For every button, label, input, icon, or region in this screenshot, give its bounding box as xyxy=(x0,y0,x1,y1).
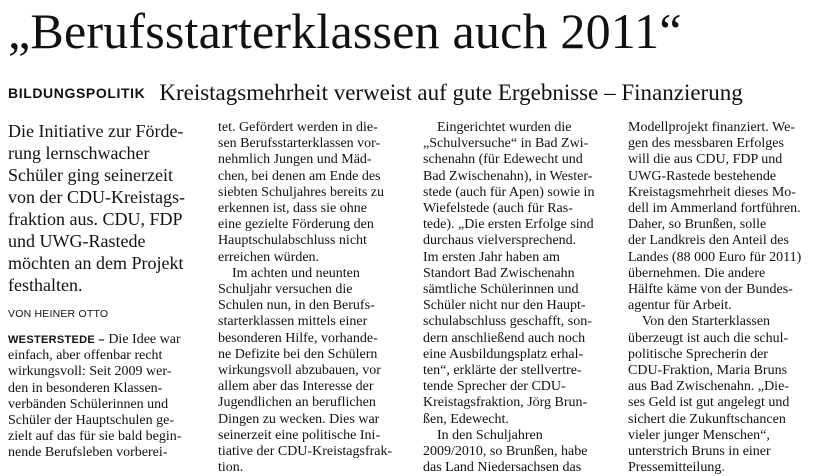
lead-line: rung lernschwacher xyxy=(8,143,150,163)
section-kicker: BILDUNGSPOLITIK xyxy=(8,85,146,101)
body-line: tion. xyxy=(218,460,244,476)
body-line: sichert die Zukunftschancen xyxy=(628,411,786,427)
body-line: stede (auch für Apen) sowie in xyxy=(423,184,595,200)
body-line: will die aus CDU, FDP und xyxy=(628,152,783,168)
lead-line: möchten an dem Projekt xyxy=(8,253,184,273)
body-line: übernehmen. Die andere xyxy=(628,265,766,281)
column-1 xyxy=(8,120,200,462)
headline: „Berufsstarterklassen auch 2011“ xyxy=(8,3,682,59)
body-line: Im ersten Jahr haben am xyxy=(423,249,560,265)
body-line: gen des messbaren Erfolges xyxy=(628,136,784,152)
body-line: siebten Schuljahres bereits zu xyxy=(218,184,385,200)
body-line: tiative der CDU-Kreistagsfrak- xyxy=(218,444,393,460)
body-line: politische Sprecherin der xyxy=(628,346,768,362)
body-line: Hauptschulabschluss nicht xyxy=(218,233,367,249)
body-line: seinerzeit eine politische Ini- xyxy=(218,427,381,443)
body-line: besonderen Hilfe, vorhande- xyxy=(218,330,378,346)
body-line: tede). „Die ersten Erfolge sind xyxy=(423,217,594,233)
body-line: erkennen ist, dass sie ohne xyxy=(218,201,367,217)
paragraph-start-line: Eingerichtet wurden die xyxy=(437,120,572,135)
column-4 xyxy=(628,120,825,476)
body-line: Schüler nicht nur den Haupt- xyxy=(423,298,586,314)
body-line: Daher, so Brunßen, solle xyxy=(628,217,767,233)
body-line: sämtliche Schülerinnen und xyxy=(423,282,579,298)
body-line: einfach, aber offenbar recht xyxy=(8,348,163,364)
body-line: der Landkreis den Anteil des xyxy=(628,233,789,249)
body-line: CDU-Fraktion, Maria Bruns xyxy=(628,363,788,379)
body-line: aus Bad Zwischenahn. „Die- xyxy=(628,379,789,395)
body-line: ßen, Edewecht. xyxy=(423,411,509,427)
body-line: vieler junger Menschen“, xyxy=(628,427,770,443)
body-line: nende Berufsleben vorberei- xyxy=(8,445,168,461)
body-line: sen Berufsstarterklassen vor- xyxy=(218,136,381,152)
body-line xyxy=(8,332,200,348)
body-line: Schuljahr versuchen die xyxy=(218,282,353,298)
body-line: UWG-Rastede bestehende xyxy=(628,168,777,184)
body-line: dell im Ammerland fortführen. xyxy=(628,201,801,217)
body-line: Schüler der Hauptschulen ge- xyxy=(8,413,174,429)
body-line: ne Defizite bei den Schülern xyxy=(218,346,378,362)
lead-paragraph xyxy=(8,120,200,296)
byline: VON HEINER OTTO xyxy=(8,308,109,320)
body-line: 2009/2010, so Brunßen, habe xyxy=(423,444,588,460)
body-line: durchaus vielversprechend. xyxy=(423,233,577,249)
body-line: Standort Bad Zwischenahn xyxy=(423,265,575,281)
body-line: Pressemitteilung. xyxy=(628,460,725,476)
subheadline-row xyxy=(8,80,743,106)
lead-line: Schüler ging seinerzeit xyxy=(8,165,173,185)
paragraph-start-line: In den Schuljahren xyxy=(437,427,543,443)
body-line: Modellprojekt finanziert. We- xyxy=(628,120,795,135)
body-line: Schulen nun, in den Berufs- xyxy=(218,298,375,314)
lead-line: festhalten. xyxy=(8,275,83,295)
body-line: Hälfte käme von der Bundes- xyxy=(628,282,793,298)
body-line: Bad Zwischenahn), in Wester- xyxy=(423,168,593,184)
body-line: das Land Niedersachsen das xyxy=(423,460,582,476)
column-3 xyxy=(423,120,615,476)
body-line: schenahn (für Edewecht und xyxy=(423,152,583,168)
subtitle: Kreistagsmehrheit verweist auf gute Ergebnisse – Finanzierung xyxy=(159,80,743,105)
dateline: WESTERSTEDE – xyxy=(8,334,105,346)
body-line: Kreistagsfraktion, Jörg Brun- xyxy=(423,395,588,411)
body-line: eine gezielte Förderung den xyxy=(218,217,374,233)
body-line: wirkungsvoll: Seit 2009 wer- xyxy=(8,364,172,380)
body-line: Landes (88 000 Euro für 2011) xyxy=(628,249,802,265)
body-line: den in besonderen Klassen- xyxy=(8,380,163,396)
body-line: wirkungsvoll abzubauen, vor xyxy=(218,363,381,379)
body-line: Dingen zu wecken. Dies war xyxy=(218,411,380,427)
lead-line: Die Initiative zur Förde- xyxy=(8,121,184,141)
body-line-rest: Die Idee war xyxy=(104,332,181,347)
body-line: starterklassen mittels einer xyxy=(218,314,368,330)
paragraph-start-line: Von den Starterklassen xyxy=(642,314,771,330)
body-line: eine Ausbildungsplatz erhal- xyxy=(423,346,584,362)
lead-line: und UWG-Rastede xyxy=(8,231,146,251)
body-line: „Schulversuche“ in Bad Zwi- xyxy=(423,136,589,152)
body-line: allem aber das Interesse der xyxy=(218,379,374,395)
body-line: erreichen würden. xyxy=(218,249,320,265)
body-line: agentur für Arbeit. xyxy=(628,298,732,314)
lead-line: fraktion aus. CDU, FDP xyxy=(8,209,183,229)
lead-line: von der CDU-Kreistags- xyxy=(8,187,185,207)
body-line: tende Sprecher der CDU- xyxy=(423,379,566,395)
body-line: schulabschluss geschafft, son- xyxy=(423,314,592,330)
body-line: zielt auf das für sie bald begin- xyxy=(8,429,182,445)
body-line: Wiefelstede (auch für Ras- xyxy=(423,201,573,217)
body-line: Kreistagsmehrheit dieses Mo- xyxy=(628,184,796,200)
body-line: nehmlich Jungen und Mäd- xyxy=(218,152,372,168)
body-line: ses Geld ist gut angelegt und xyxy=(628,395,790,411)
body-line: ten“, erklärte der stellvertre- xyxy=(423,363,582,379)
body-line: chen, bei denen am Ende des xyxy=(218,168,381,184)
body-line: unterstrich Bruns in einer xyxy=(628,444,771,460)
body-line: überzeugt ist auch die schul- xyxy=(628,330,789,346)
paragraph-start-line: Im achten und neunten xyxy=(232,265,360,281)
body-line: Jugendlichen an beruflichen xyxy=(218,395,376,411)
body-line: tet. Gefördert werden in die- xyxy=(218,120,378,135)
body-line: verbänden Schülerinnen und xyxy=(8,396,169,412)
column-2 xyxy=(218,120,410,476)
body-line: dern anschließend auch noch xyxy=(423,330,586,346)
